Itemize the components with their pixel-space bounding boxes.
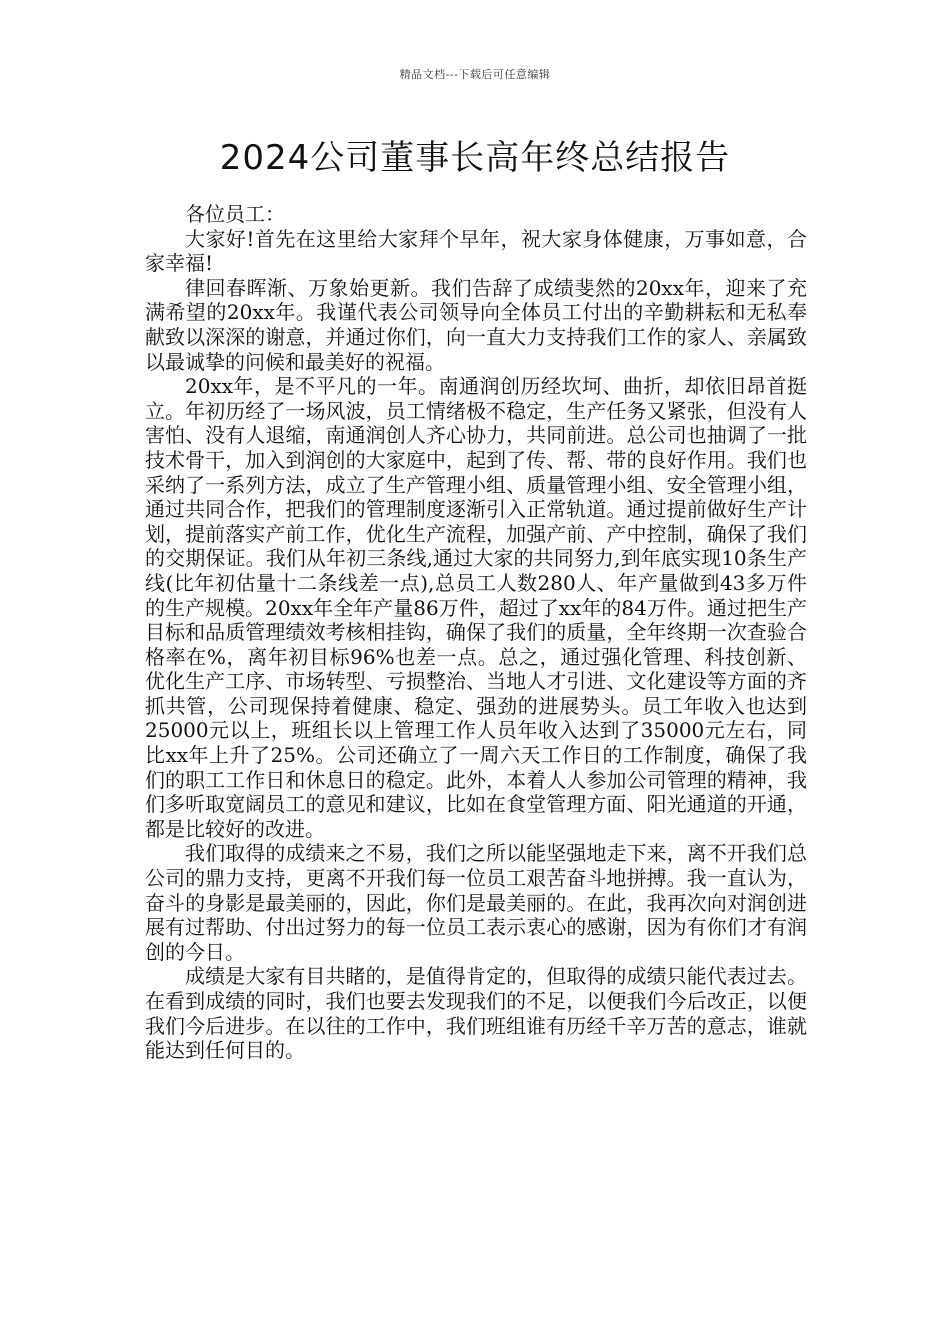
paragraph-new-year: 律回春晖渐、万象始更新。我们告辞了成绩斐然的20xx年，迎来了充满希望的20xx年。我谨代表公司领导向全体员工付出的辛勤耕耘和无私奉献致以深深的谢意，并通过你们，向一直大力支持我们工作的家人、亲属致以最诚挚的问候和最美好的祝福。 — [145, 275, 807, 374]
paragraph-outlook: 成绩是大家有目共睹的，是值得肯定的，但取得的成绩只能代表过去。在看到成绩的同时，我们也要去发现我们的不足，以便我们今后改正，以便我们今后进步。在以往的工作中，我们班组谁有历经千辛万苦的意志，谁就能达到任何目的。 — [145, 964, 807, 1063]
paragraph-thanks: 我们取得的成绩来之不易，我们之所以能坚强地走下来，离不开我们总公司的鼎力支持，更离不开我们每一位员工艰苦奋斗地拼搏。我一直认为，奋斗的身影是最美丽的，因此，你们是最美丽的。在此，我再次向对润创进展有过帮助、付出过努力的每一位员工表示衷心的感谢，因为有你们才有润创的今日。 — [145, 841, 807, 964]
header-note: 精品文档---下载后可任意编辑 — [399, 68, 551, 81]
document-body — [145, 202, 807, 1063]
paragraph-annual-review: 20xx年，是不平凡的一年。南通润创历经坎坷、曲折，却依旧昂首挺立。年初历经了一场风波，员工情绪极不稳定，生产任务又紧张，但没有人害怕、没有人退缩，南通润创人齐心协力，共同前进。总公司也抽调了一批技术骨干，加入到润创的大家庭中，起到了传、帮、带的良好作用。我们也采纳了一系列方法，成立了生产管理小组、质量管理小组、安全管理小组，通过共同合作，把我们的管理制度逐渐引入正常轨道。通过提前做好生产计划，提前落实产前工作，优化生产流程，加强产前、产中控制，确保了我们的交期保证。我们从年初三条线,通过大家的共同努力,到年底实现10条生产线(比年初估量十二条线差一点),总员工人数280人、年产量做到43多万件的生产规模。20xx年全年产量86万件，超过了xx年的84万件。通过把生产目标和品质管理绩效考核相挂钩，确保了我们的质量，全年终期一次查验合格率在%，离年初目标96%也差一点。总之，通过强化管理、科技创新、优化生产工序、市场转型、亏损整治、当地人才引进、文化建设等方面的齐抓共管，公司现保持着健康、稳定、强劲的进展势头。员工年收入也达到25000元以上，班组长以上管理工作人员年收入达到了35000元左右，同比xx年上升了25%。公司还确立了一周六天工作日的工作制度，确保了我们的职工工作日和休息日的稳定。此外，本着人人参加公司管理的精神，我们多听取宽阔员工的意见和建议，比如在食堂管理方面、阳光通道的开通，都是比较好的改进。 — [145, 374, 807, 841]
paragraph-greeting: 大家好!首先在这里给大家拜个早年，祝大家身体健康，万事如意，合家幸福! — [145, 226, 807, 276]
salutation: 各位员工： — [185, 202, 285, 226]
document-title: 2024公司董事长高年终总结报告 — [219, 138, 731, 178]
